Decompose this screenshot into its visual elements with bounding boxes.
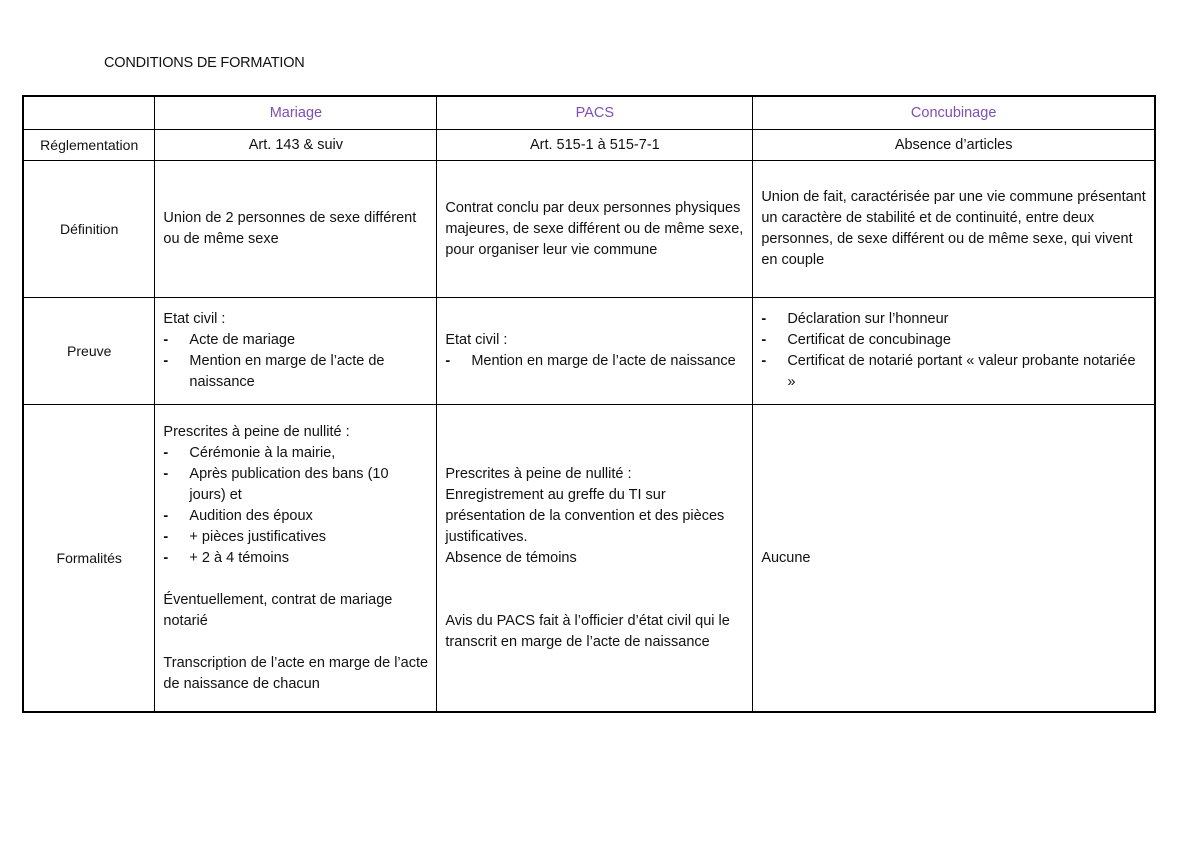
- list-item: - Mention en marge de l’acte de naissance: [445, 351, 744, 372]
- dash-list: [163, 330, 428, 393]
- cell-pacs: [437, 298, 753, 405]
- cell-intro: Etat civil :: [445, 332, 508, 348]
- cell-paragraph: Éventuellement, contrat de mariage notarié: [163, 591, 393, 629]
- cell-pacs: Contrat conclu par deux personnes physiques majeures, de sexe différent ou de même sexe, pour organiser leur vie commune: [437, 161, 753, 298]
- row-formalites: [23, 405, 1155, 713]
- cell-line: Enregistrement au greffe du TI sur présentation de la convention et des pièces justificatives.: [445, 486, 725, 545]
- header-row: [23, 96, 1155, 130]
- dash-list: [761, 309, 1146, 393]
- cell-line: Prescrites à peine de nullité :: [445, 465, 632, 482]
- cell-line: Absence de témoins: [445, 549, 577, 566]
- cell-paragraph: Avis du PACS fait à l’officier d’état civil qui le transcrit en marge de l’acte de naissance: [445, 612, 730, 650]
- list-item: - Certificat de concubinage: [761, 330, 1146, 351]
- list-item: - Certificat de notarié portant « valeur probante notariée »: [761, 351, 1146, 393]
- header-pacs: PACS: [437, 96, 753, 130]
- row-label: Preuve: [23, 298, 155, 405]
- row-label: Réglementation: [23, 130, 155, 161]
- document-title: CONDITIONS DE FORMATION: [104, 55, 305, 71]
- cell-concubinage: Union de fait, caractérisée par une vie commune présentant un caractère de stabilité et de continuité, entre deux personnes, de sexe différent ou de même sexe, qui vivent en couple: [753, 161, 1155, 298]
- list-item: - Cérémonie à la mairie,: [163, 443, 428, 464]
- cell-concubinage: Aucune: [753, 405, 1155, 713]
- cell-mariage: Art. 143 & suiv: [155, 130, 437, 161]
- dash-list: [163, 443, 428, 569]
- row-preuve: [23, 298, 1155, 405]
- list-item: - Acte de mariage: [163, 330, 428, 351]
- cell-concubinage: [753, 298, 1155, 405]
- row-label: Définition: [23, 161, 155, 298]
- cell-mariage: [155, 298, 437, 405]
- cell-mariage: [155, 405, 437, 713]
- cell-paragraph: Transcription de l’acte en marge de l’acte de naissance de chacun: [163, 654, 429, 692]
- cell-pacs: Art. 515-1 à 515-7-1: [437, 130, 753, 161]
- list-item: - + 2 à 4 témoins: [163, 548, 428, 569]
- cell-concubinage: Absence d’articles: [753, 130, 1155, 161]
- list-item: - Après publication des bans (10 jours) et: [163, 464, 428, 506]
- header-mariage: Mariage: [155, 96, 437, 130]
- dash-list: [445, 351, 744, 372]
- cell-intro: Etat civil :: [163, 311, 226, 327]
- cell-mariage: Union de 2 personnes de sexe différent ou de même sexe: [155, 161, 437, 298]
- row-definition: [23, 161, 1155, 298]
- row-label: Formalités: [23, 405, 155, 713]
- list-item: - Déclaration sur l’honneur: [761, 309, 1146, 330]
- list-item: - Mention en marge de l’acte de naissance: [163, 351, 428, 393]
- comparison-table: [22, 95, 1156, 713]
- header-empty-cell: [23, 96, 155, 130]
- cell-intro: Prescrites à peine de nullité :: [163, 423, 350, 440]
- header-concubinage: Concubinage: [753, 96, 1155, 130]
- row-reglementation: [23, 130, 1155, 161]
- list-item: - + pièces justificatives: [163, 527, 428, 548]
- cell-pacs: [437, 405, 753, 713]
- list-item: - Audition des époux: [163, 506, 428, 527]
